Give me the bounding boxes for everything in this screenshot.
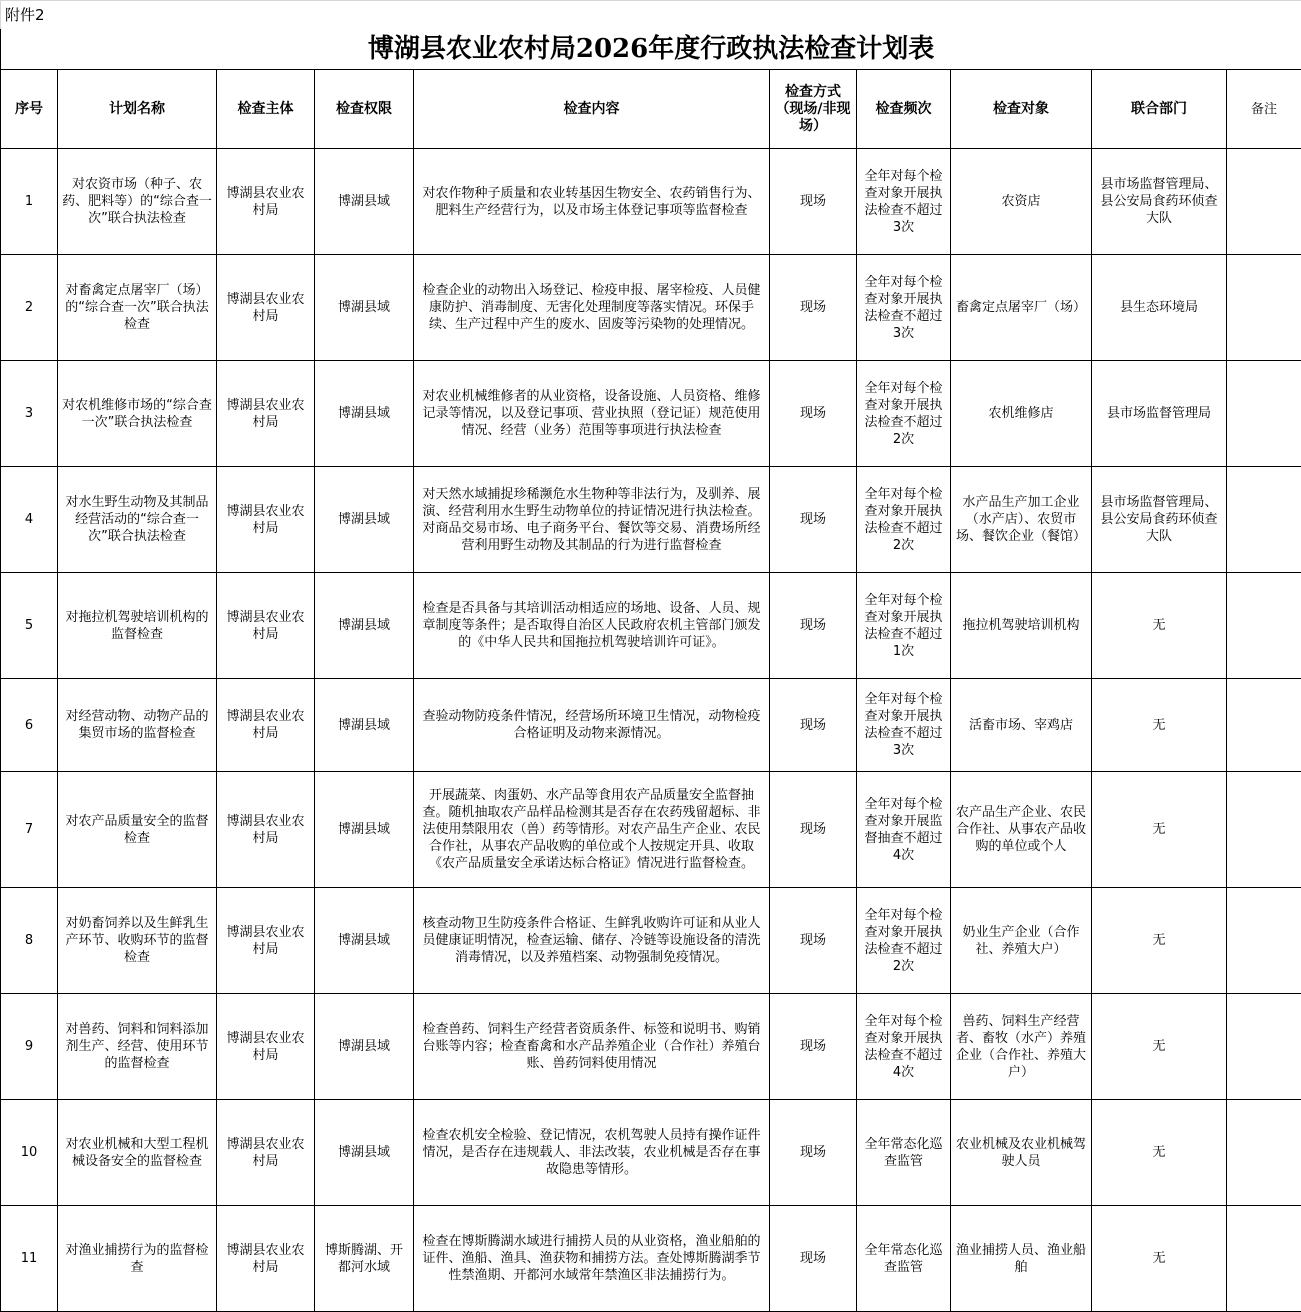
cell-method: 现场 (770, 467, 857, 573)
cell-dept: 县市场监督管理局、县公安局食药环侦查大队 (1092, 149, 1227, 255)
cell-note (1227, 255, 1301, 361)
header-name: 计划名称 (58, 70, 217, 149)
cell-note (1227, 1206, 1301, 1312)
cell-method: 现场 (770, 772, 857, 888)
cell-frequency: 全年对每个检查对象开展监督抽查不超过4次 (857, 772, 951, 888)
header-dept: 联合部门 (1092, 70, 1227, 149)
cell-name: 对拖拉机驾驶培训机构的监督检查 (58, 573, 217, 679)
cell-content: 对天然水域捕捉珍稀濒危水生物种等非法行为，及驯养、展演、经营利用水生野生动物单位的持证情况进行执法检查。对商品交易市场、电子商务平台、餐饮等交易、消费场所经营利用野生动物及其制品的行为进行监督检查 (414, 467, 770, 573)
cell-dept: 县市场监督管理局 (1092, 361, 1227, 467)
cell-target: 活畜市场、宰鸡店 (951, 679, 1092, 772)
header-no: 序号 (1, 70, 58, 149)
cell-target: 奶业生产企业（合作社、养殖大户） (951, 888, 1092, 994)
cell-name: 对农资市场（种子、农药、肥料等）的“综合查一次”联合执法检查 (58, 149, 217, 255)
cell-name: 对奶畜饲养以及生鲜乳生产环节、收购环节的监督检查 (58, 888, 217, 994)
cell-frequency: 全年对每个检查对象开展执法检查不超过3次 (857, 679, 951, 772)
table-row (1, 149, 1301, 255)
cell-dept: 无 (1092, 679, 1227, 772)
cell-name: 对兽药、饲料和饲料添加剂生产、经营、使用环节的监督检查 (58, 994, 217, 1100)
cell-name: 对农业机械和大型工程机械设备安全的监督检查 (58, 1100, 217, 1206)
cell-no: 9 (1, 994, 58, 1100)
cell-content: 检查是否具备与其培训活动相适应的场地、设备、人员、规章制度等条件；是否取得自治区人民政府农机主管部门颁发的《中华人民共和国拖拉机驾驶培训许可证》。 (414, 573, 770, 679)
cell-no: 6 (1, 679, 58, 772)
cell-note (1227, 361, 1301, 467)
table-row (1, 255, 1301, 361)
cell-frequency: 全年对每个检查对象开展执法检查不超过3次 (857, 149, 951, 255)
cell-content: 核查动物卫生防疫条件合格证、生鲜乳收购许可证和从业人员健康证明情况，检查运输、储存、冷链等设施设备的清洗消毒情况，以及养殖档案、动物强制免疫情况。 (414, 888, 770, 994)
cell-content: 对农作物种子质量和农业转基因生物安全、农药销售行为、肥料生产经营行为，以及市场主体登记事项等监督检查 (414, 149, 770, 255)
cell-subject: 博湖县农业农村局 (217, 149, 315, 255)
cell-frequency: 全年对每个检查对象开展执法检查不超过4次 (857, 994, 951, 1100)
table-row (1, 1206, 1301, 1312)
cell-no: 2 (1, 255, 58, 361)
title-row (1, 29, 1301, 70)
cell-method: 现场 (770, 994, 857, 1100)
cell-method: 现场 (770, 573, 857, 679)
cell-dept: 无 (1092, 888, 1227, 994)
attachment-row (1, 1, 1301, 30)
cell-frequency: 全年常态化巡查监管 (857, 1100, 951, 1206)
cell-note (1227, 679, 1301, 772)
table-row (1, 1100, 1301, 1206)
cell-target: 农机维修店 (951, 361, 1092, 467)
table-row (1, 888, 1301, 994)
cell-method: 现场 (770, 888, 857, 994)
cell-content: 检查在博斯腾湖水域进行捕捞人员的从业资格，渔业船舶的证件、渔船、渔具、渔获物和捕捞方法。查处博斯腾湖季节性禁渔期、开都河水域常年禁渔区非法捕捞行为。 (414, 1206, 770, 1312)
table-row (1, 679, 1301, 772)
cell-method: 现场 (770, 679, 857, 772)
cell-dept: 无 (1092, 573, 1227, 679)
cell-subject: 博湖县农业农村局 (217, 1206, 315, 1312)
cell-authority: 博湖县域 (315, 361, 414, 467)
cell-subject: 博湖县农业农村局 (217, 994, 315, 1100)
cell-dept: 无 (1092, 994, 1227, 1100)
cell-subject: 博湖县农业农村局 (217, 772, 315, 888)
cell-target: 兽药、饲料生产经营者、畜牧（水产）养殖企业（合作社、养殖大户） (951, 994, 1092, 1100)
header-target: 检查对象 (951, 70, 1092, 149)
cell-dept: 无 (1092, 1206, 1227, 1312)
cell-content: 检查农机安全检验、登记情况，农机驾驶人员持有操作证件情况，是否存在违规载人、非法改装，农业机械是否存在事故隐患等情形。 (414, 1100, 770, 1206)
cell-subject: 博湖县农业农村局 (217, 888, 315, 994)
cell-subject: 博湖县农业农村局 (217, 1100, 315, 1206)
cell-frequency: 全年对每个检查对象开展执法检查不超过1次 (857, 573, 951, 679)
cell-target: 渔业捕捞人员、渔业船舶 (951, 1206, 1092, 1312)
cell-content: 检查企业的动物出入场登记、检疫申报、屠宰检疫、人员健康防护、消毒制度、无害化处理制度等落实情况。环保手续、生产过程中产生的废水、固废等污染物的处理情况。 (414, 255, 770, 361)
cell-subject: 博湖县农业农村局 (217, 467, 315, 573)
table-row (1, 994, 1301, 1100)
cell-method: 现场 (770, 361, 857, 467)
cell-authority: 博斯腾湖、开都河水域 (315, 1206, 414, 1312)
cell-method: 现场 (770, 149, 857, 255)
table-row (1, 573, 1301, 679)
cell-name: 对农产品质量安全的监督检查 (58, 772, 217, 888)
cell-method: 现场 (770, 255, 857, 361)
table-row (1, 361, 1301, 467)
cell-method: 现场 (770, 1100, 857, 1206)
cell-authority: 博湖县域 (315, 772, 414, 888)
cell-frequency: 全年对每个检查对象开展执法检查不超过2次 (857, 467, 951, 573)
cell-name: 对农机维修市场的“综合查一次”联合执法检查 (58, 361, 217, 467)
attachment-label: 附件2 (1, 1, 1301, 30)
cell-name: 对经营动物、动物产品的集贸市场的监督检查 (58, 679, 217, 772)
page-title: 博湖县农业农村局2026年度行政执法检查计划表 (1, 29, 1301, 70)
header-note: 备注 (1227, 70, 1301, 149)
cell-no: 8 (1, 888, 58, 994)
cell-content: 对农业机械维修者的从业资格，设备设施、人员资格、维修记录等情况，以及登记事项、营业执照（登记证）规范使用情况、经营（业务）范围等事项进行执法检查 (414, 361, 770, 467)
table-row (1, 772, 1301, 888)
cell-authority: 博湖县域 (315, 994, 414, 1100)
cell-content: 查验动物防疫条件情况，经营场所环境卫生情况，动物检疫合格证明及动物来源情况。 (414, 679, 770, 772)
header-frequency: 检查频次 (857, 70, 951, 149)
cell-content: 检查兽药、饲料生产经营者资质条件、标签和说明书、购销台账等内容；检查畜禽和水产品养殖企业（合作社）养殖台账、兽药饲料使用情况 (414, 994, 770, 1100)
cell-no: 4 (1, 467, 58, 573)
cell-authority: 博湖县域 (315, 149, 414, 255)
cell-subject: 博湖县农业农村局 (217, 361, 315, 467)
cell-dept: 县市场监督管理局、县公安局食药环侦查大队 (1092, 467, 1227, 573)
cell-no: 10 (1, 1100, 58, 1206)
cell-frequency: 全年对每个检查对象开展执法检查不超过2次 (857, 888, 951, 994)
cell-method: 现场 (770, 1206, 857, 1312)
table-row (1, 467, 1301, 573)
cell-name: 对水生野生动物及其制品经营活动的“综合查一次”联合执法检查 (58, 467, 217, 573)
cell-content: 开展蔬菜、肉蛋奶、水产品等食用农产品质量安全监督抽查。随机抽取农产品样品检测其是否存在农药残留超标、非法使用禁限用农（兽）药等情形。对农产品生产企业、农民合作社，从事农产品收购的单位或个人按规定开具、收取《农产品质量安全承诺达标合格证》情况进行监督检查。 (414, 772, 770, 888)
cell-authority: 博湖县域 (315, 467, 414, 573)
cell-authority: 博湖县域 (315, 888, 414, 994)
cell-frequency: 全年对每个检查对象开展执法检查不超过3次 (857, 255, 951, 361)
cell-note (1227, 1100, 1301, 1206)
cell-name: 对畜禽定点屠宰厂（场）的“综合查一次”联合执法检查 (58, 255, 217, 361)
header-row (1, 70, 1301, 149)
cell-no: 3 (1, 361, 58, 467)
cell-note (1227, 149, 1301, 255)
cell-target: 水产品生产加工企业（水产店）、农贸市场、餐饮企业（餐馆） (951, 467, 1092, 573)
cell-frequency: 全年对每个检查对象开展执法检查不超过2次 (857, 361, 951, 467)
cell-target: 农业机械及农业机械驾驶人员 (951, 1100, 1092, 1206)
header-subject: 检查主体 (217, 70, 315, 149)
cell-no: 1 (1, 149, 58, 255)
cell-authority: 博湖县域 (315, 1100, 414, 1206)
cell-note (1227, 467, 1301, 573)
cell-target: 畜禽定点屠宰厂（场） (951, 255, 1092, 361)
cell-subject: 博湖县农业农村局 (217, 679, 315, 772)
header-method: 检查方式（现场/非现场） (770, 70, 857, 149)
header-content: 检查内容 (414, 70, 770, 149)
cell-target: 农产品生产企业、农民合作社、从事农产品收购的单位或个人 (951, 772, 1092, 888)
cell-subject: 博湖县农业农村局 (217, 573, 315, 679)
cell-dept: 无 (1092, 772, 1227, 888)
header-authority: 检查权限 (315, 70, 414, 149)
cell-note (1227, 994, 1301, 1100)
cell-name: 对渔业捕捞行为的监督检查 (58, 1206, 217, 1312)
cell-target: 拖拉机驾驶培训机构 (951, 573, 1092, 679)
cell-authority: 博湖县域 (315, 573, 414, 679)
cell-no: 11 (1, 1206, 58, 1312)
cell-dept: 无 (1092, 1100, 1227, 1206)
cell-authority: 博湖县域 (315, 255, 414, 361)
cell-no: 7 (1, 772, 58, 888)
cell-subject: 博湖县农业农村局 (217, 255, 315, 361)
cell-dept: 县生态环境局 (1092, 255, 1227, 361)
cell-no: 5 (1, 573, 58, 679)
cell-note (1227, 888, 1301, 994)
cell-target: 农资店 (951, 149, 1092, 255)
cell-note (1227, 772, 1301, 888)
cell-authority: 博湖县域 (315, 679, 414, 772)
cell-note (1227, 573, 1301, 679)
cell-frequency: 全年常态化巡查监管 (857, 1206, 951, 1312)
